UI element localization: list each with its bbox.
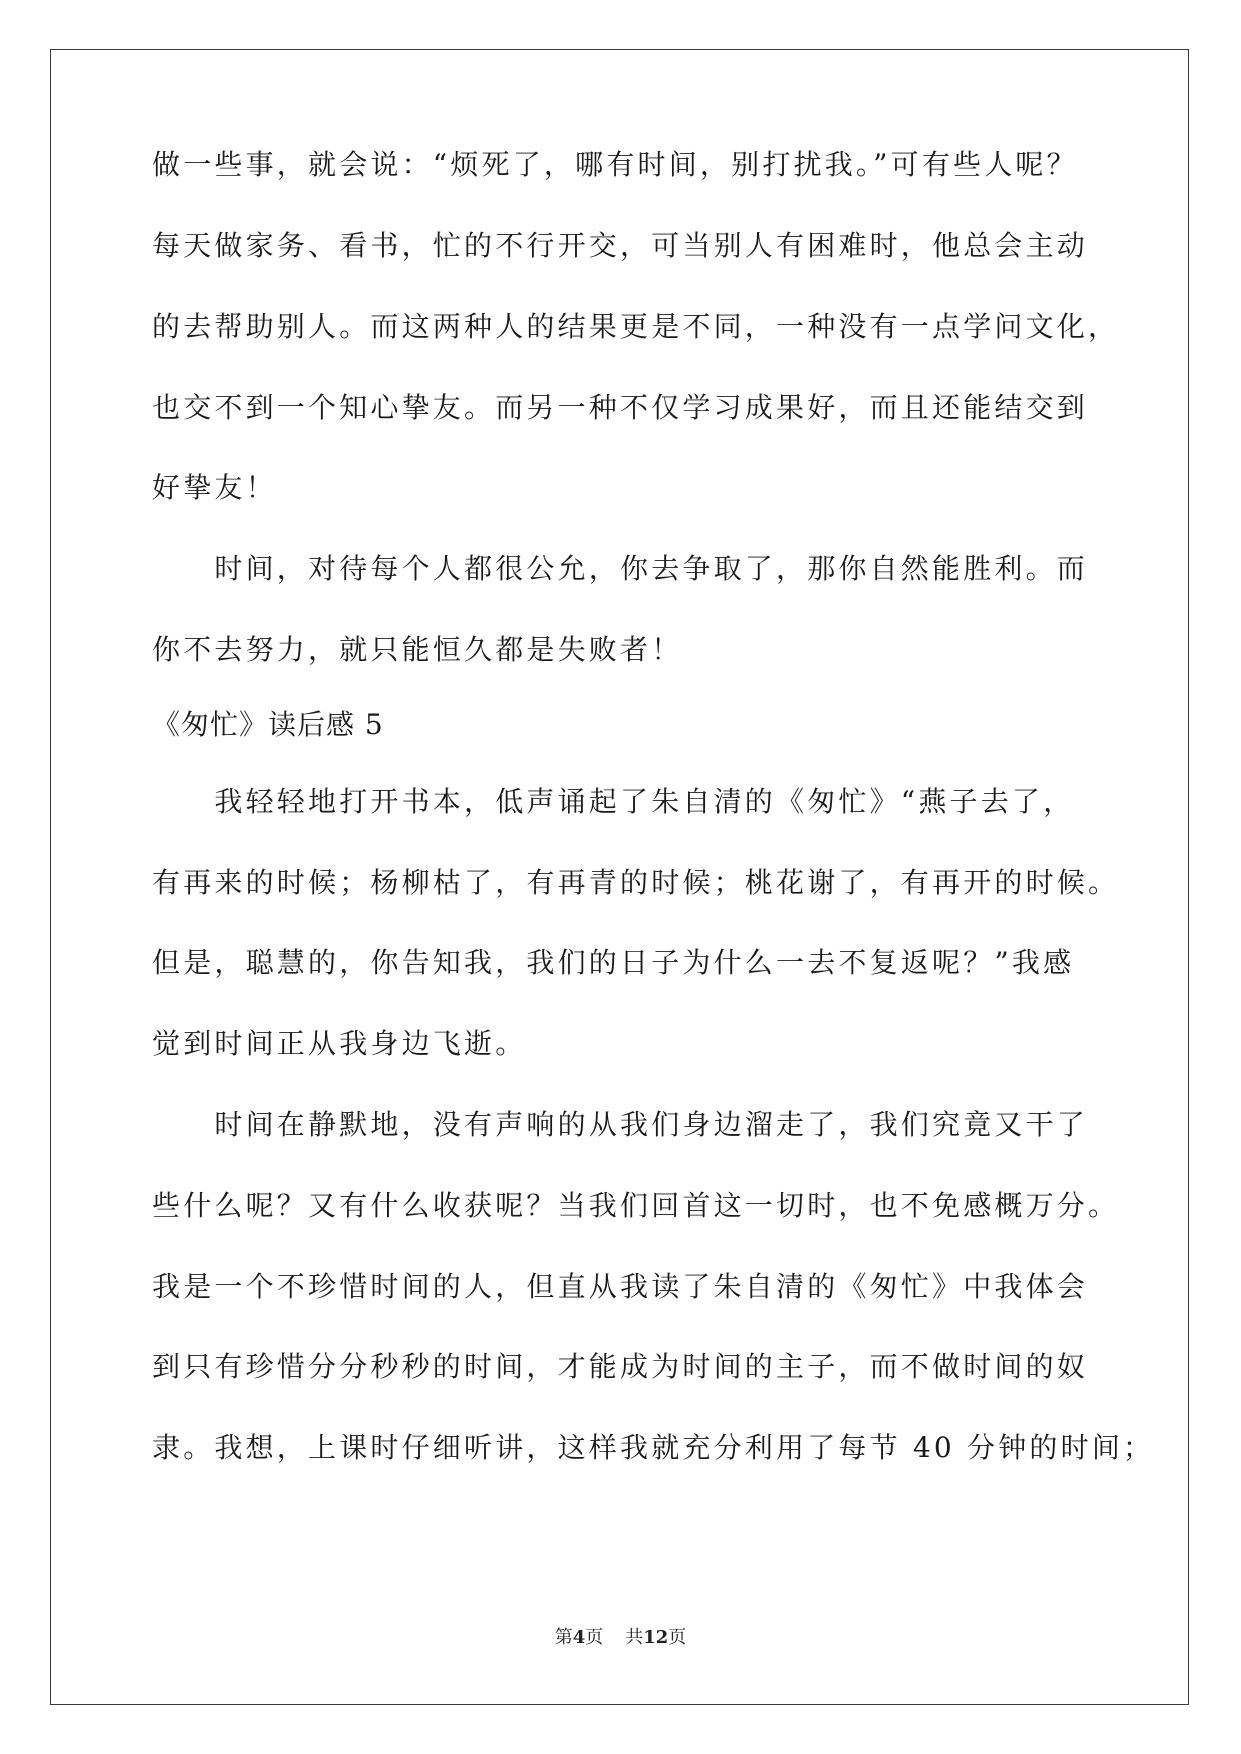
text-line: 到只有珍惜分分秒秒的时间，才能成为时间的主子，而不做时间的奴 [152,1350,1089,1383]
text-line: 但是，聪慧的，你告知我，我们的日子为什么一去不复返呢？”我感 [152,946,1075,979]
text-line: 隶。我想，上课时仔细听讲，这样我就充分利用了每节 40 分钟的时间； [152,1431,1155,1464]
text-line: 你不去努力，就只能恒久都是失败者！ [152,633,683,666]
text-line: 好挚友！ [152,471,277,504]
text-line: 做一些事，就会说：“烦死了，哪有时间，别打扰我。”可有些人呢？ [152,148,1078,181]
total-suffix: 页 [668,1627,687,1648]
total-prefix: 共 [625,1627,644,1648]
total-pages: 12 [643,1627,669,1648]
text-line: 有再来的时候；杨柳枯了，有再青的时候；桃花谢了，有再开的时候。 [152,866,1120,899]
page-number: 4 [572,1627,586,1648]
text-line: 些什么呢？又有什么收获呢？当我们回首这一切时，也不免感概万分。 [152,1189,1120,1222]
text-line: 我轻轻地打开书本，低声诵起了朱自清的《匆忙》“燕子去了， [152,785,1075,818]
text-line: 也交不到一个知心挚友。而另一种不仅学习成果好，而且还能结交到 [152,391,1089,424]
text-line: 我是一个不珍惜时间的人，但直从我读了朱自清的《匆忙》中我体会 [152,1270,1089,1303]
text-line: 的去帮助别人。而这两种人的结果更是不同，一种没有一点学问文化， [152,310,1120,343]
section-heading: 《匆忙》读后感 5 [152,708,384,741]
page-prefix: 第 [554,1627,573,1648]
text-line: 时间，对待每个人都很公允，你去争取了，那你自然能胜利。而 [152,552,1089,585]
text-line: 觉到时间正从我身边飞逝。 [152,1027,527,1060]
text-line: 每天做家务、看书，忙的不行开交，可当别人有困难时，他总会主动 [152,229,1089,262]
page-suffix: 页 [585,1627,604,1648]
page-footer [0,1626,1241,1650]
text-line: 时间在静默地，没有声响的从我们身边溜走了，我们究竟又干了 [152,1108,1089,1141]
